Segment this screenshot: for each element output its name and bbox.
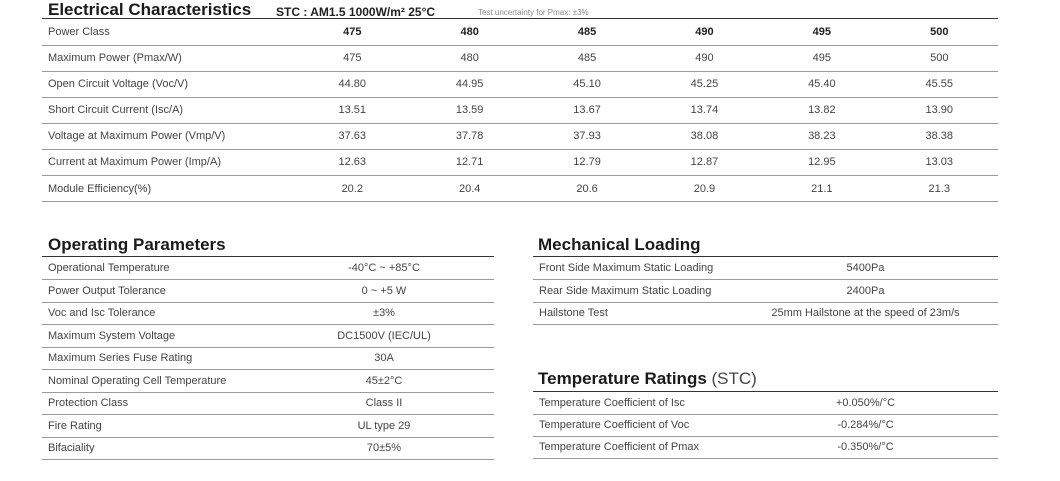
table-row [42,347,494,370]
row-label: Temperature Coefficient of Voc [533,414,733,436]
table-row [42,370,494,393]
electrical-stc-conditions: STC : AM1.5 1000W/m² 25°C [276,5,436,19]
row-label: Front Side Maximum Static Loading [533,257,733,280]
table-cell: 12.79 [528,149,645,175]
row-label: Voltage at Maximum Power (Vmp/V) [42,123,294,149]
table-cell: 20.6 [528,175,645,201]
table-cell: 45.55 [881,71,998,97]
mechanical-title: Mechanical Loading [538,235,701,254]
table-row [42,257,494,280]
table-cell: 44.80 [294,71,411,97]
table-cell: 37.93 [528,123,645,149]
row-value: 0 ~ +5 W [274,280,494,303]
table-cell: 38.08 [646,123,763,149]
table-cell: 45.10 [528,71,645,97]
power-class-cell: 475 [294,19,411,45]
table-cell: 37.78 [411,123,528,149]
table-cell: 12.87 [646,149,763,175]
temperature-title-text: Temperature Ratings [538,369,707,388]
row-value: -0.350%/°C [733,436,998,458]
table-cell: 44.95 [411,71,528,97]
table-row [42,71,998,97]
row-value: UL type 29 [274,415,494,438]
row-label: Rear Side Maximum Static Loading [533,280,733,303]
table-cell: 20.9 [646,175,763,201]
operating-table [42,257,494,460]
row-value: ±3% [274,302,494,325]
table-row [533,436,998,458]
row-label: Open Circuit Voltage (Voc/V) [42,71,294,97]
table-row [533,414,998,436]
temperature-title-suffix: (STC) [711,369,757,388]
table-row [533,392,998,414]
table-cell: 12.63 [294,149,411,175]
table-cell: 20.4 [411,175,528,201]
mechanical-table [533,257,998,325]
row-value: DC1500V (IEC/UL) [274,325,494,348]
temperature-title [538,369,757,389]
power-class-cell: 490 [646,19,763,45]
row-label: Temperature Coefficient of Pmax [533,436,733,458]
row-label: Fire Rating [42,415,274,438]
table-cell: 13.59 [411,97,528,123]
row-value: 5400Pa [733,257,998,280]
table-cell: 480 [411,45,528,71]
table-row [42,175,998,201]
table-cell: 38.38 [881,123,998,149]
row-label: Power Output Tolerance [42,280,274,303]
row-label: Power Class [42,19,294,45]
table-cell: 13.82 [763,97,880,123]
power-class-cell: 500 [881,19,998,45]
table-row [42,45,998,71]
row-label: Module Efficiency(%) [42,175,294,201]
row-value: 30A [274,347,494,370]
row-label: Temperature Coefficient of Isc [533,392,733,414]
row-label: Maximum System Voltage [42,325,274,348]
table-cell: 13.67 [528,97,645,123]
electrical-title: Electrical Characteristics [48,0,252,19]
row-label: Maximum Series Fuse Rating [42,347,274,370]
electrical-table [42,19,998,202]
table-row [533,302,998,325]
table-cell: 45.25 [646,71,763,97]
row-label: Maximum Power (Pmax/W) [42,45,294,71]
table-cell: 485 [528,45,645,71]
table-row [533,280,998,303]
table-row [42,437,494,460]
operating-title: Operating Parameters [48,235,226,254]
table-row [42,280,494,303]
power-class-cell: 495 [763,19,880,45]
table-cell: 21.3 [881,175,998,201]
row-label: Protection Class [42,392,274,415]
table-cell: 500 [881,45,998,71]
table-cell: 495 [763,45,880,71]
row-value: +0.050%/°C [733,392,998,414]
row-value: -40°C ~ +85°C [274,257,494,280]
row-value: -0.284%/°C [733,414,998,436]
table-row [42,325,494,348]
row-label: Operational Temperature [42,257,274,280]
row-label: Voc and Isc Tolerance [42,302,274,325]
row-label: Short Circuit Current (Isc/A) [42,97,294,123]
table-row [42,123,998,149]
table-cell: 45.40 [763,71,880,97]
table-cell: 38.23 [763,123,880,149]
row-label: Current at Maximum Power (Imp/A) [42,149,294,175]
table-row [42,415,494,438]
table-row [42,149,998,175]
table-cell: 475 [294,45,411,71]
table-cell: 490 [646,45,763,71]
table-row [42,392,494,415]
row-value: 25mm Hailstone at the speed of 23m/s [733,302,998,325]
row-label: Hailstone Test [533,302,733,325]
row-value: 70±5% [274,437,494,460]
table-cell: 13.03 [881,149,998,175]
row-value: Class II [274,392,494,415]
table-cell: 13.74 [646,97,763,123]
row-label: Nominal Operating Cell Temperature [42,370,274,393]
table-row [42,302,494,325]
table-cell: 13.90 [881,97,998,123]
temperature-table [533,392,998,459]
table-row [533,257,998,280]
power-class-cell: 485 [528,19,645,45]
electrical-test-note: Test uncertainty for Pmax: ±3% [478,8,589,17]
table-cell: 13.51 [294,97,411,123]
row-value: 45±2°C [274,370,494,393]
table-cell: 20.2 [294,175,411,201]
table-cell: 21.1 [763,175,880,201]
table-row [42,97,998,123]
row-value: 2400Pa [733,280,998,303]
table-cell: 12.71 [411,149,528,175]
table-cell: 37.63 [294,123,411,149]
power-class-row [42,19,998,45]
row-label: Bifaciality [42,437,274,460]
power-class-cell: 480 [411,19,528,45]
table-cell: 12.95 [763,149,880,175]
